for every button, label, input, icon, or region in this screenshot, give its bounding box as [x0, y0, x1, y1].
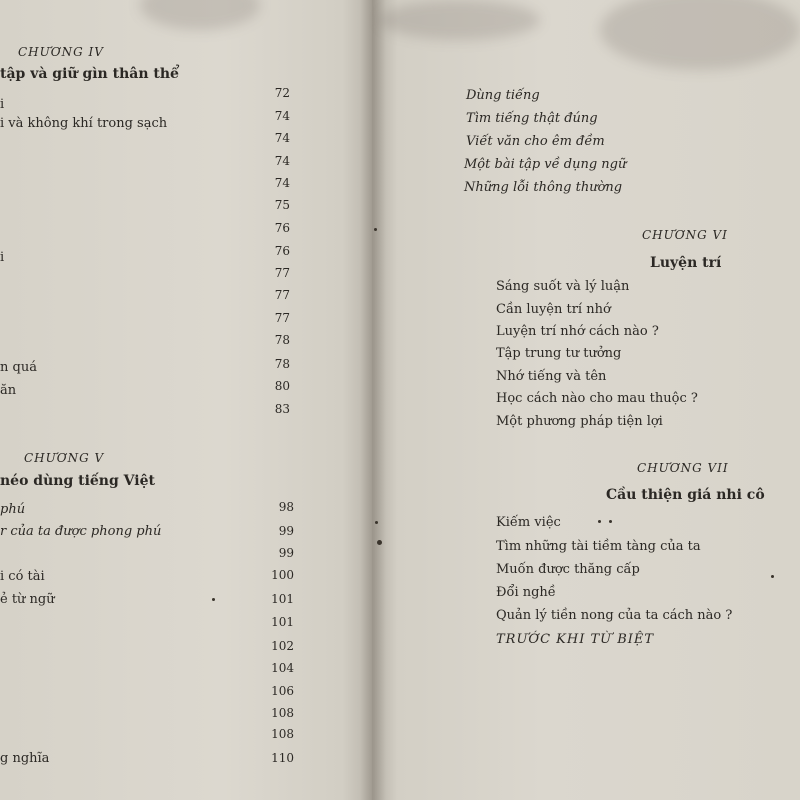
toc-entry-text: r của ta được phong phú: [0, 524, 162, 539]
toc-page-number: 99: [278, 524, 294, 538]
toc-entry-text: Một bài tập về dụng ngữ: [464, 157, 627, 172]
toc-page-number: 72: [274, 86, 290, 100]
ink-speck: [374, 228, 377, 231]
toc-entry-text: i: [0, 97, 5, 112]
toc-page-number: 74: [274, 109, 290, 123]
toc-page-number: 102: [271, 639, 294, 653]
ink-speck: [609, 520, 612, 523]
toc-page-number: 78: [274, 333, 290, 347]
chapter4-heading: CHƯƠNG IV: [18, 45, 104, 59]
toc-entry-text: i: [0, 250, 5, 265]
chapter7-heading: CHƯƠNG VII: [637, 461, 729, 475]
toc-entry-text: Những lỗi thông thường: [464, 180, 623, 195]
toc-page-number: 74: [274, 154, 290, 168]
toc-page-number: 110: [271, 751, 294, 765]
toc-entry-text: Tìm tiếng thật đúng: [466, 111, 598, 126]
toc-page-number: 80: [274, 379, 290, 393]
chapter7-title: Cầu thiện giá nhi cô: [606, 487, 765, 503]
ink-speck: [377, 540, 382, 545]
toc-entry-text: Học cách nào cho mau thuộc ?: [496, 391, 698, 406]
toc-entry-text: Muốn được thăng cấp: [496, 562, 640, 577]
chapter5-title: néo dùng tiếng Việt: [0, 473, 155, 489]
ink-speck: [598, 520, 601, 523]
ink-speck: [212, 598, 215, 601]
toc-page-number: 98: [278, 500, 294, 514]
toc-page-number: 75: [274, 198, 290, 212]
toc-page-number: 104: [271, 661, 294, 675]
toc-entry-text: phú: [0, 502, 26, 517]
toc-page-number: 106: [271, 684, 294, 698]
toc-entry-text: i có tài: [0, 569, 45, 584]
toc-page-number: 76: [274, 221, 290, 235]
toc-entry-text: n quá: [0, 360, 37, 375]
toc-page-number: 108: [271, 727, 294, 741]
toc-page-number: 77: [274, 288, 290, 302]
toc-page-number: 101: [271, 615, 294, 629]
chapter6-title: Luyện trí: [650, 255, 722, 271]
toc-page-number: 78: [274, 357, 290, 371]
toc-entry-text: i và không khí trong sạch: [0, 116, 168, 131]
toc-page-number: 101: [271, 592, 294, 606]
toc-entry-text: Quản lý tiền nong của ta cách nào ?: [496, 608, 733, 623]
stain-top-mid: [380, 0, 540, 40]
chapter4-title: tập và giữ gìn thân thể: [0, 66, 179, 82]
toc-page-number: 108: [271, 706, 294, 720]
toc-entry-text: ăn: [0, 383, 17, 398]
book-gutter: [360, 0, 386, 800]
toc-entry-text: Luyện trí nhớ cách nào ?: [496, 324, 659, 339]
toc-page-number: 77: [274, 311, 290, 325]
toc-entry-text: g nghĩa: [0, 751, 50, 766]
toc-entry-text: Cần luyện trí nhớ: [496, 302, 611, 317]
toc-entry-text: Tìm những tài tiềm tàng của ta: [496, 539, 701, 554]
toc-entry-text: Kiếm việc: [496, 515, 561, 530]
toc-entry-text: Viết văn cho êm đềm: [466, 134, 605, 149]
toc-entry-text: ẻ từ ngữ: [0, 592, 55, 607]
chapter5-heading: CHƯƠNG V: [24, 451, 105, 465]
ink-speck: [375, 521, 378, 524]
toc-page-number: 99: [278, 546, 294, 560]
toc-page-number: 77: [274, 266, 290, 280]
toc-entry-text: Nhớ tiếng và tên: [496, 369, 607, 384]
toc-entry-text: Sáng suốt và lý luận: [496, 279, 630, 294]
toc-page-number: 74: [274, 131, 290, 145]
toc-entry-text: Dùng tiếng: [466, 88, 540, 103]
toc-page-number: 74: [274, 176, 290, 190]
toc-entry-text: Một phương pháp tiện lợi: [496, 414, 663, 429]
toc-entry-text: Đổi nghề: [496, 585, 556, 600]
toc-page-number: 100: [271, 568, 294, 582]
ink-speck: [771, 575, 774, 578]
closing-section-title: TRƯỚC KHI TỪ BIỆT: [496, 632, 655, 647]
toc-entry-text: Tập trung tư tưởng: [496, 346, 622, 361]
toc-page-number: 83: [274, 402, 290, 416]
chapter6-heading: CHƯƠNG VI: [642, 228, 728, 242]
toc-page-number: 76: [274, 244, 290, 258]
